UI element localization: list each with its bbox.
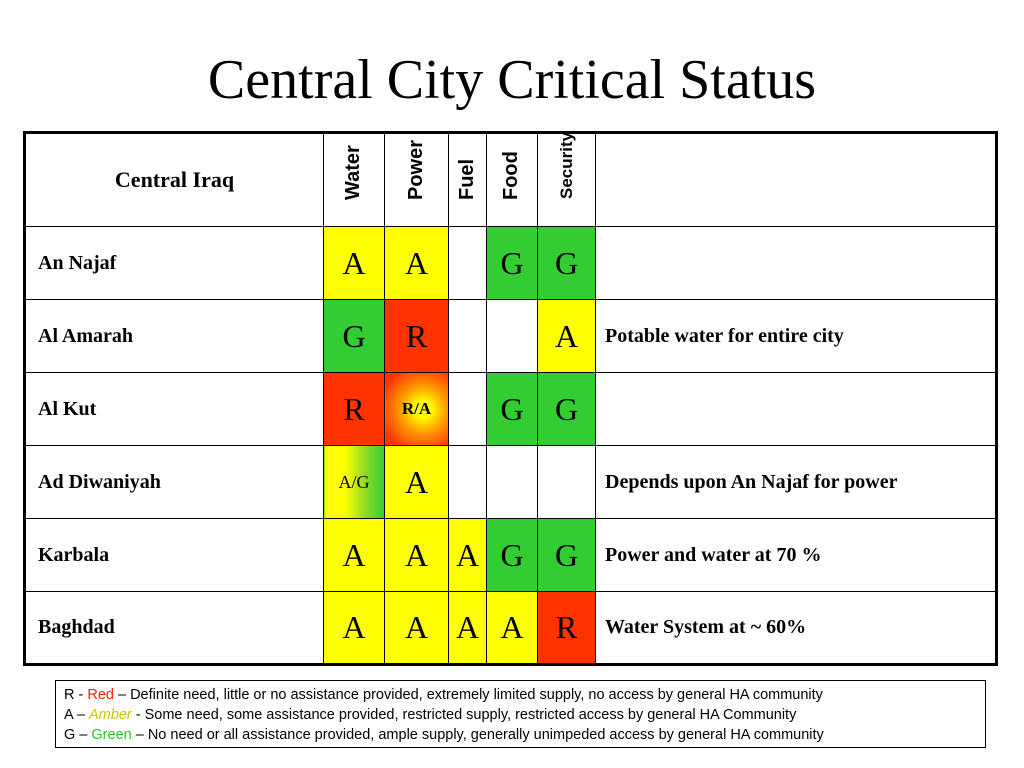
status-cell: G (487, 373, 538, 446)
status-cell: A (385, 227, 449, 300)
legend-word-green: Green (91, 727, 132, 743)
status-note (596, 373, 997, 446)
table-row (25, 300, 997, 373)
status-cell (487, 300, 538, 373)
status-cell: R (385, 300, 449, 373)
status-table (23, 131, 998, 666)
legend-line-green (64, 725, 985, 745)
status-cell: G (538, 373, 596, 446)
region-header: Central Iraq (25, 133, 324, 227)
status-cell: A (324, 592, 385, 665)
column-header-water (324, 133, 385, 227)
header-row (25, 133, 997, 227)
column-header-food (487, 133, 538, 227)
status-cell: R (324, 373, 385, 446)
status-cell (538, 446, 596, 519)
status-cell (449, 373, 487, 446)
status-cell: A (385, 592, 449, 665)
status-cell (449, 446, 487, 519)
table-row (25, 592, 997, 665)
status-cell (449, 300, 487, 373)
column-label: Power (404, 139, 427, 200)
status-cell: G (538, 227, 596, 300)
status-cell (487, 446, 538, 519)
status-cell: R (538, 592, 596, 665)
column-label: Security (556, 131, 576, 199)
legend-text: – No need or all assistance provided, ample supply, generally unimpeded access by general HA community (131, 727, 824, 743)
city-name: Karbala (25, 519, 324, 592)
legend-text: - Some need, some assistance provided, restricted supply, restricted access by general HA Community (131, 707, 797, 723)
status-cell: A (449, 592, 487, 665)
legend-text: – Definite need, little or no assistance provided, extremely limited supply, no access by general HA community (113, 687, 823, 703)
column-label: Water (342, 145, 364, 200)
legend-prefix: A – (64, 707, 89, 723)
page-title: Central City Critical Status (207, 49, 817, 111)
city-name: Baghdad (25, 592, 324, 665)
table-row (25, 373, 997, 446)
table-row (25, 227, 997, 300)
status-cell: A/G (324, 446, 385, 519)
table-row (25, 446, 997, 519)
city-name: Al Amarah (25, 300, 324, 373)
status-note: Depends upon An Najaf for power (596, 446, 997, 519)
column-label: Fuel (455, 158, 478, 200)
status-cell: G (324, 300, 385, 373)
legend-prefix: G – (64, 727, 92, 743)
status-cell: A (487, 592, 538, 665)
status-cell (449, 227, 487, 300)
status-note (596, 227, 997, 300)
city-name: Al Kut (25, 373, 324, 446)
city-name: Ad Diwaniyah (25, 446, 324, 519)
status-cell: A (324, 227, 385, 300)
legend-word-amber: Amber (89, 707, 132, 723)
status-cell: A (385, 446, 449, 519)
status-note: Potable water for entire city (596, 300, 997, 373)
column-header-fuel (449, 133, 487, 227)
legend (55, 680, 986, 748)
notes-header (596, 133, 997, 227)
status-cell: A (324, 519, 385, 592)
legend-word-red: Red (87, 687, 114, 703)
status-note: Water System at ~ 60% (596, 592, 997, 665)
legend-prefix: R - (64, 687, 88, 703)
table-row (25, 519, 997, 592)
status-cell: A (385, 519, 449, 592)
column-label: Food (500, 151, 522, 200)
status-cell: A (538, 300, 596, 373)
status-cell: G (487, 519, 538, 592)
column-header-power (385, 133, 449, 227)
status-cell: G (487, 227, 538, 300)
status-note: Power and water at 70 % (596, 519, 997, 592)
legend-line-amber (64, 705, 985, 725)
status-cell: G (538, 519, 596, 592)
status-cell: A (449, 519, 487, 592)
status-cell: R/A (385, 373, 449, 446)
city-name: An Najaf (25, 227, 324, 300)
column-header-security (538, 133, 596, 227)
legend-line-red (64, 685, 985, 705)
